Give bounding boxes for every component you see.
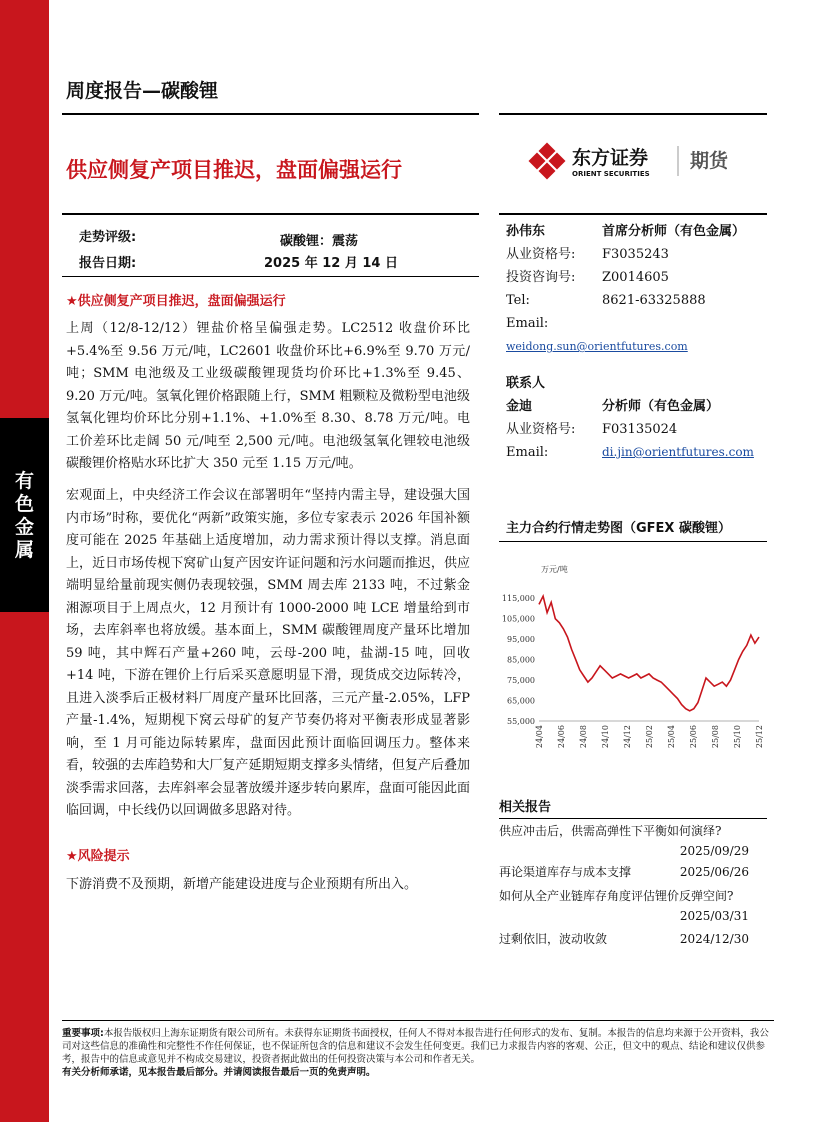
email-link[interactable]: di.jin@orientfutures.com: [602, 445, 754, 459]
analyst-name: 孙伟东: [506, 224, 546, 239]
x-tick-label: 24/06: [557, 725, 566, 749]
related-report-4[interactable]: 过剩依旧，波动收敛: [499, 932, 608, 946]
y-tick-label: 75,000: [507, 676, 535, 686]
related-report-2[interactable]: 再论渠道库存与成本支撑: [499, 865, 632, 879]
price-chart: [499, 558, 767, 768]
related-report-1[interactable]: 供应冲击后，供需高弹性下平衡如何演绎? 2025/09/29: [499, 824, 749, 858]
company-logo: [528, 142, 763, 180]
related-report-2-date: 2025/06/26: [679, 865, 749, 879]
section-heading-risk: ★风险提示: [66, 849, 130, 864]
date-label: 报告日期:: [79, 256, 137, 271]
disclaimer: [62, 1027, 774, 1079]
related-reports-title: 相关报告: [499, 800, 552, 815]
rating-rule-bottom: [62, 276, 479, 277]
trend-label: 走势评级:: [79, 230, 137, 245]
logo-name-cn: 东方证券: [572, 147, 649, 169]
y-tick-label: 95,000: [507, 635, 535, 645]
related-report-4-date: 2024/12/30: [679, 932, 749, 946]
y-tick-label: 85,000: [507, 655, 535, 665]
disclaimer-text: 本报告版权归上海东证期货有限公司所有。未获得东证期货书面授权，任何人不得对本报告进行任何形式的发布、复制。本报告的信息均来源于公开资料，我公司对这些信息的准确性和完整性不作任何保证，也不保证所包含的信息和建议不会发生任何变更。我们已力求报告内容的客观、公正，但文中的观点、结论和建议仅供参考，报告中的信息或意见并不构成交易建议，投资者据此做出的任何投资决策与本公司和作者无关。: [62, 1028, 769, 1065]
logo-name-en: ORIENT SECURITIES: [572, 170, 650, 178]
x-tick-label: 25/12: [755, 725, 764, 749]
related-report-3[interactable]: 如何从全产业链库存角度评估锂价反弹空间? 2025/03/31: [499, 889, 749, 923]
y-tick-label: 115,000: [501, 594, 535, 604]
date-value: 2025 年 12 月 14 日: [264, 256, 398, 271]
logo-mark-icon: [529, 143, 566, 180]
disclaimer-rule: [62, 1020, 774, 1021]
paragraph-analysis: 宏观面上，中央经济工作会议在部署明年“坚持内需主导，建设强大国内市场”时称，要优化“两新”政策实施，多位专家表示 2026 年国补额度可能在 2025 年基础上适度增加，动力需求预计得以支撑。消息面上，近日市场传枧下窝矿山复产因安许证问题和污水问题而推迟，供应端明显给量前现实侧仍表现较强，SMM 周去库 2133 吨，不过紫金湘源项目于上周点火，12 月预计有 1000-2000 吨 LCE 增量给到市场，去库斜率也将放缓。基本面上，SMM 碳酸锂周度产量环比增加 59 吨，其中辉石产量+260 吨，云母-200 吨，盐湖-15 吨，回收+14 吨，下游在锂价上行后采买意愿明显下滑，现货成交边际转冷，且进入淡季后正极材料厂周度产量环比回落，三元产量-2.05%，LFP 产量-1.4%，短期枧下窝云母矿的复产节奏仍将对平衡表形成显著影响，至 1 月可能边际转累库，盘面因此预计面临回调压力。整体来看，较强的去库趋势和大厂复产延期短期支撑多头情绪，但复产后叠加淡季需求回落，去库斜率会显著放缓并逐步转向累库，盘面可能因此面临回调，中长线仍以回调做多思路对待。: [66, 488, 470, 818]
disclaimer-footer: 有关分析师承诺，见本报告最后部分。并请阅读报告最后一页的免责声明。: [62, 1067, 376, 1078]
y-tick-label: 105,000: [501, 614, 535, 624]
contact-label: 联系人: [506, 376, 546, 391]
paragraph-risk: 下游消费不及预期，新增产能建设进度与企业预期有所出入。: [66, 877, 418, 892]
y-axis-label: 万元/吨: [541, 565, 568, 574]
x-tick-label: 25/10: [733, 725, 742, 749]
analyst-role: 分析师（有色金属）: [602, 399, 720, 414]
x-tick-label: 24/12: [623, 725, 632, 749]
x-tick-label: 25/06: [689, 725, 698, 749]
paragraph-prices: 上周（12/8-12/12）锂盐价格呈偏强走势。LC2512 收盘价环比+5.4%至 9.56 万元/吨，LC2601 收盘价环比+6.9%至 9.70 万元/吨；SMM 电池级及工业级碳酸锂现货均价环比+1.3%至 9.45、9.20 万元/吨。氢氧化锂价格跟随上行，SMM 粗颗粒及微粉型电池级氢氧化锂均价环比分别+1.1%、+1.0%至 8.30、8.78 万元/吨。电工价差环比走阔 50 元/吨至 2,500 元/吨。电池级氢氧化锂较电池级碳酸锂价格贴水环比扩大 350 元至 1.15 万元/吨。: [66, 321, 470, 471]
chart-title: 主力合约行情走势图（GFEX 碳酸锂）: [506, 521, 731, 536]
x-tick-label: 25/04: [667, 725, 676, 749]
page-title: 供应侧复产项目推迟，盘面偏强运行: [66, 158, 402, 182]
chart-title-rule: [499, 541, 767, 542]
trend-value: 碳酸锂：震荡: [280, 234, 359, 249]
header-rule-right: [499, 113, 767, 115]
x-tick-label: 24/04: [535, 725, 544, 749]
series-line-lithium-carbonate: [539, 596, 759, 711]
x-tick-label: 25/02: [645, 725, 654, 749]
x-tick-label: 24/10: [601, 725, 610, 749]
category-label: 有 色 金 属: [14, 470, 34, 561]
disclaimer-label: 重要事项:: [62, 1028, 104, 1039]
report-type: 周度报告—碳酸锂: [66, 80, 219, 102]
header-rule-left: [62, 113, 479, 115]
analyst-block-1: 孙伟东 首席分析师（有色金属） 从业资格号: F3035243 投资咨询号: Z0014605 Tel: 8621-63325888 Email:weidong.sun@orientfutures.com: [506, 220, 776, 358]
analyst-block-2: 联系人 金迪 分析师（有色金属） 从业资格号: F03135024 Email: di.jin@orientfutures.com: [506, 372, 776, 464]
related-rule: [499, 818, 767, 819]
email-link[interactable]: weidong.sun@orientfutures.com: [506, 340, 688, 353]
analyst-name: 金迪: [506, 399, 533, 414]
y-tick-label: 55,000: [507, 717, 535, 726]
x-tick-label: 24/08: [579, 725, 588, 749]
analyst-role: 首席分析师（有色金属）: [602, 224, 746, 239]
logo-division: 期货: [690, 150, 729, 172]
section-heading-main: ★供应侧复产项目推迟，盘面偏强运行: [66, 294, 286, 309]
x-tick-label: 25/08: [711, 725, 720, 749]
analyst-rule: [499, 213, 767, 215]
y-tick-label: 65,000: [507, 696, 535, 706]
rating-rule: [62, 213, 479, 215]
